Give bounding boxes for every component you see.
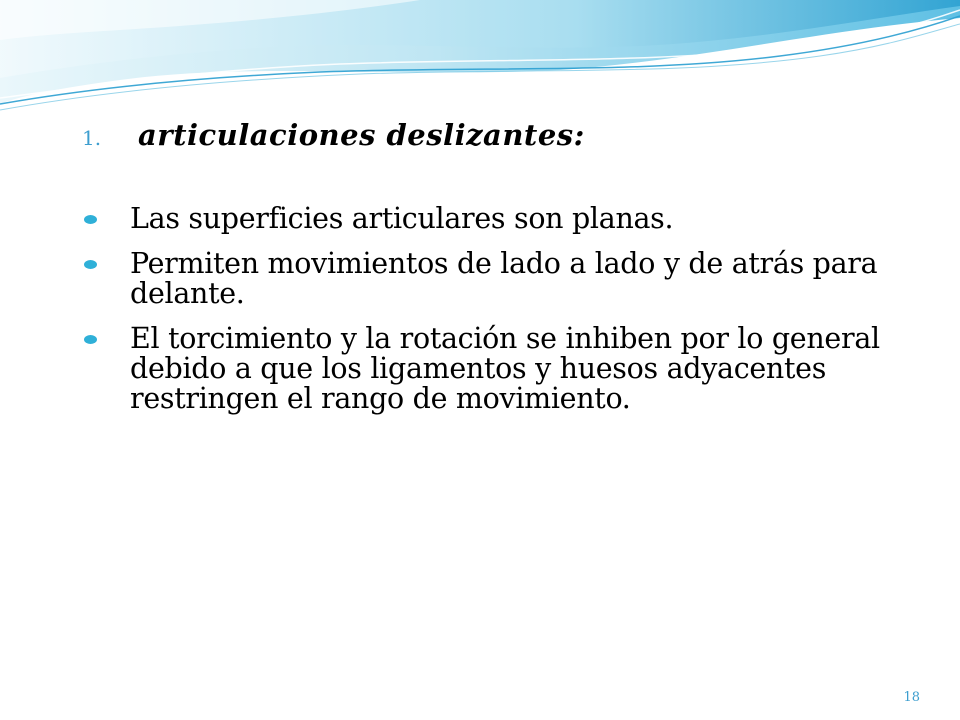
bullet-item [84, 324, 884, 414]
slide-heading [82, 118, 902, 152]
heading-text: articulaciones deslizantes: [138, 118, 585, 152]
bullet-text: Las superficies articulares son planas. [130, 202, 674, 235]
bullet-text: El torcimiento y la rotación se inhiben por lo general debido a que los ligamentos y huesos adyacentes restringen el rango de movimiento. [130, 322, 880, 415]
bullet-text: Permiten movimientos de lado a lado y de atrás para delante. [130, 247, 878, 310]
bullet-dot-icon [84, 335, 97, 344]
page-number: 18 [903, 690, 920, 705]
bullet-dot-icon [84, 215, 97, 224]
bullet-list [84, 204, 884, 429]
bullet-item [84, 204, 884, 234]
heading-number: 1. [82, 126, 102, 150]
bullet-dot-icon [84, 260, 97, 269]
bullet-item [84, 249, 884, 309]
